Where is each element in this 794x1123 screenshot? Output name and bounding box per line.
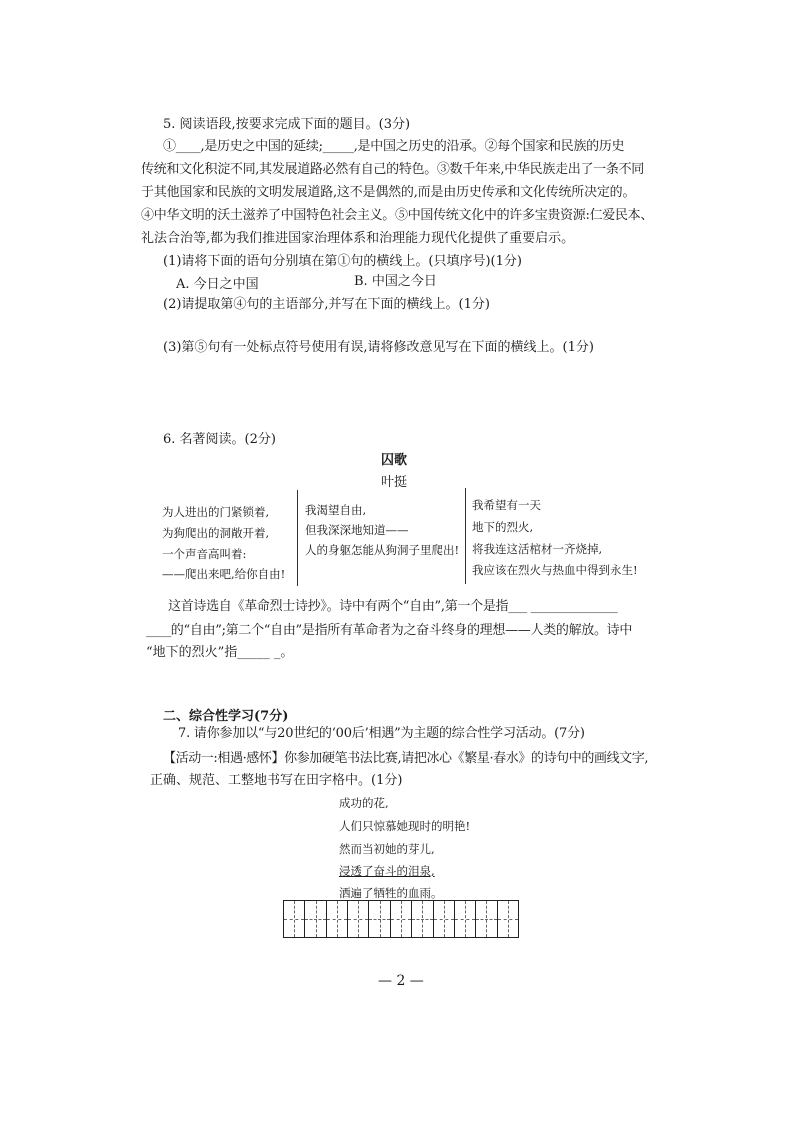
tianzige-cell[interactable] [476, 901, 497, 937]
tianzige-cell[interactable] [348, 901, 369, 937]
q5-sub2: (2)请提取第④句的主语部分,并写在下面的横线上。(1分) [163, 297, 490, 312]
tianzige-cell[interactable] [391, 901, 412, 937]
poem-col3-line: 地下的烈火, [472, 520, 534, 534]
poem-col2-line: 人的身躯怎能从狗洞子里爬出! [305, 543, 460, 557]
poem-col3-line: 我希望有一天 [472, 498, 541, 512]
poem-col1-line: 一个声音高叫着: [162, 547, 247, 561]
fanxing-line: 成功的花, [339, 796, 389, 810]
poem-col1-line: 为人进出的门紧锁着, [162, 505, 270, 519]
q5-para-line: 于其他国家和民族的文明发展道路,这不是偶然的,而是由历史传承和文化传统所决定的。 [141, 185, 636, 200]
q5-title: 5. 阅读语段,按要求完成下面的题目。(3分) [163, 117, 411, 132]
poem-author: 叶挺 [381, 475, 408, 490]
q5-para-line: 传统和文化积淀不同,其发展道路必然有自己的特色。③数千年来,中华民族走出了一条不同 [141, 162, 644, 177]
tianzige-cell[interactable] [327, 901, 348, 937]
poem-col3-line: 我应该在烈火与热血中得到永生! [472, 563, 638, 577]
tianzige-cell[interactable] [369, 901, 390, 937]
poem-col2-line: 但我深深地知道—— [305, 523, 409, 537]
q5-option-b: B. 中国之今日 [354, 274, 437, 289]
tianzige-cell[interactable] [412, 901, 433, 937]
section-heading: 二、综合性学习(7分) [163, 709, 289, 724]
q5-para-line: ①____,是历史之中国的延续;_____,是中国之历史的沿承。②每个国家和民族的历史 [163, 139, 625, 154]
activity1-line: 【活动一:相遇·感怀】你参加硬笔书法比赛,请把冰心《繁星·春水》的诗句中的画线文字, [163, 751, 649, 766]
fanxing-line: 洒遍了牺牲的血雨。 [339, 886, 443, 900]
tianzige-cell[interactable] [284, 901, 305, 937]
tianzige-cell[interactable] [305, 901, 326, 937]
poem-divider [297, 490, 298, 586]
fanxing-line: 然而当初她的芽儿, [339, 842, 435, 856]
q6-text-line: “地下的烈火”指_____ _。 [146, 645, 294, 660]
fanxing-line: 人们只惊慕她现时的明艳! [339, 819, 471, 833]
q7-title: 7. 请你参加以“与20世纪的‘00后’相遇”为主题的综合性学习活动。(7分) [178, 726, 585, 741]
fanxing-line-underlined: 浸透了奋斗的泪泉, [339, 864, 435, 878]
page-number: — 2 — [378, 973, 424, 989]
tianzige-cell[interactable] [498, 901, 518, 937]
tianzige-cell[interactable] [455, 901, 476, 937]
q5-para-line: ④中华文明的沃土滋养了中国特色社会主义。⑤中国传统文化中的许多宝贵资源:仁爱民本、 [141, 208, 654, 223]
tianzige-cell[interactable] [434, 901, 455, 937]
poem-col1-line: 为狗爬出的洞敞开着, [162, 526, 270, 540]
poem-col1-line: ——爬出来吧,给你自由! [162, 567, 286, 581]
q5-option-a: A. 今日之中国 [176, 277, 259, 292]
q5-sub3: (3)第⑤句有一处标点符号使用有误,请将修改意见写在下面的横线上。(1分) [163, 340, 594, 355]
q6-title: 6. 名著阅读。(2分) [163, 432, 276, 447]
q6-text-line: 这首诗选自《革命烈士诗抄》。诗中有两个“自由”,第一个是指___ ______________ [168, 599, 618, 614]
q5-para-line: 礼法合治等,都为我们推进国家治理体系和治理能力现代化提供了重要启示。 [141, 231, 575, 246]
activity1-line: 正确、规范、工整地书写在田字格中。(1分) [150, 773, 403, 788]
q5-sub1: (1)请将下面的语句分别填在第①句的横线上。(只填序号)(1分) [163, 254, 522, 269]
poem-title: 囚歌 [381, 453, 408, 468]
poem-divider [465, 488, 466, 584]
tianzige-grid[interactable] [283, 900, 519, 938]
q6-text-line: ____的“自由”;第二个“自由”是指所有革命者为之奋斗终身的理想——人类的解放。诗中 [146, 623, 633, 638]
poem-col2-line: 我渴望自由, [305, 503, 367, 517]
poem-col3-line: 将我连这活棺材一齐烧掉, [472, 542, 603, 556]
